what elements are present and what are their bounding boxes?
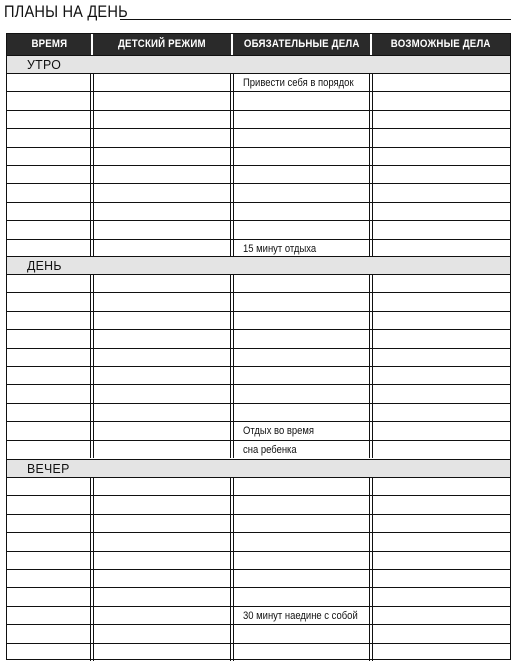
column-divider [369, 166, 373, 183]
column-divider [369, 92, 373, 109]
column-divider [369, 404, 373, 421]
column-header-child-schedule: ДЕТСКИЙ РЕЖИМ [118, 38, 206, 50]
column-divider [369, 240, 373, 257]
column-divider [90, 184, 94, 201]
required-task-entry: Отдых во время [243, 425, 315, 438]
table-row [7, 91, 510, 109]
column-divider [369, 515, 373, 532]
column-divider [230, 312, 234, 329]
column-divider [230, 625, 234, 642]
column-divider [90, 166, 94, 183]
column-divider [230, 385, 234, 402]
column-divider [90, 588, 94, 605]
column-divider [230, 570, 234, 587]
table-row [7, 311, 510, 329]
column-divider [230, 166, 234, 183]
column-divider [230, 367, 234, 384]
column-divider [230, 221, 234, 238]
table-row [7, 329, 510, 347]
column-divider [230, 111, 234, 128]
column-divider [90, 240, 94, 257]
column-divider [369, 533, 373, 550]
column-divider [90, 111, 94, 128]
column-divider [90, 349, 94, 366]
column-divider [90, 148, 94, 165]
table-row [7, 183, 510, 201]
table-row [7, 384, 510, 402]
column-divider [90, 422, 94, 439]
table-header [7, 34, 510, 55]
column-divider [369, 570, 373, 587]
table-row [7, 110, 510, 128]
column-divider [369, 184, 373, 201]
section-header [7, 459, 510, 477]
column-divider [230, 293, 234, 310]
column-divider [230, 240, 234, 257]
column-divider [90, 625, 94, 642]
column-divider [90, 533, 94, 550]
column-divider [230, 349, 234, 366]
column-divider [90, 385, 94, 402]
table-row [7, 348, 510, 366]
table-row [7, 202, 510, 220]
column-divider [230, 607, 234, 624]
column-divider [90, 293, 94, 310]
required-task-entry: 15 минут отдыха [243, 242, 317, 255]
column-divider [369, 607, 373, 624]
table-row [7, 147, 510, 165]
column-divider [369, 625, 373, 642]
day-plan-table [6, 33, 511, 660]
table-row [7, 587, 510, 605]
column-divider [369, 293, 373, 310]
column-divider [230, 588, 234, 605]
column-divider [369, 367, 373, 384]
table-row [7, 643, 510, 661]
table-row [7, 239, 510, 257]
column-divider [90, 129, 94, 146]
column-divider [369, 74, 373, 91]
column-divider [369, 422, 373, 439]
page-header [4, 2, 511, 22]
table-row [7, 532, 510, 550]
column-divider [369, 478, 373, 495]
column-divider [369, 588, 373, 605]
column-divider [90, 441, 94, 458]
column-divider [230, 515, 234, 532]
column-divider [369, 203, 373, 220]
column-divider [369, 644, 373, 661]
table-row [7, 366, 510, 384]
section-label: ВЕЧЕР [27, 461, 70, 476]
column-header-optional-tasks: ВОЗМОЖНЫЕ ДЕЛА [391, 38, 491, 50]
table-row [7, 606, 510, 624]
table-row [7, 421, 510, 439]
required-task-entry: 30 минут наедине с собой [243, 609, 358, 622]
column-divider [230, 441, 234, 458]
column-divider [90, 644, 94, 661]
table-row [7, 440, 510, 458]
title-underline [120, 19, 511, 20]
column-divider [230, 478, 234, 495]
section-label: УТРО [27, 57, 62, 72]
column-divider [90, 478, 94, 495]
column-divider [230, 74, 234, 91]
column-header-required-tasks: ОБЯЗАТЕЛЬНЫЕ ДЕЛА [243, 38, 360, 50]
table-row [7, 220, 510, 238]
column-divider [90, 570, 94, 587]
section-header [7, 256, 510, 274]
section-label: ДЕНЬ [27, 258, 62, 273]
column-divider [90, 312, 94, 329]
page-title: ПЛАНЫ НА ДЕНЬ [4, 2, 128, 21]
column-divider [369, 330, 373, 347]
column-divider [230, 92, 234, 109]
column-divider [90, 221, 94, 238]
column-divider [90, 607, 94, 624]
column-divider [369, 385, 373, 402]
column-divider [90, 496, 94, 513]
column-divider [230, 644, 234, 661]
column-header-time: ВРЕМЯ [31, 38, 67, 50]
column-divider [369, 496, 373, 513]
column-divider [90, 275, 94, 292]
column-divider [230, 422, 234, 439]
table-row [7, 477, 510, 495]
column-divider [230, 148, 234, 165]
table-row [7, 569, 510, 587]
column-divider [230, 533, 234, 550]
column-divider [369, 275, 373, 292]
column-divider [90, 367, 94, 384]
column-divider [369, 221, 373, 238]
column-divider [230, 275, 234, 292]
required-task-entry: сна ребенка [243, 443, 297, 456]
column-divider [230, 203, 234, 220]
column-divider [369, 129, 373, 146]
table-row [7, 274, 510, 292]
table-row [7, 551, 510, 569]
table-row [7, 292, 510, 310]
table-row [7, 403, 510, 421]
column-divider [90, 92, 94, 109]
required-task-entry: Привести себя в порядок [243, 77, 354, 89]
column-divider [369, 441, 373, 458]
table-row [7, 128, 510, 146]
table-row [7, 495, 510, 513]
table-row [7, 165, 510, 183]
column-divider [369, 312, 373, 329]
column-divider [230, 496, 234, 513]
column-divider [369, 148, 373, 165]
column-divider [230, 129, 234, 146]
column-divider [369, 111, 373, 128]
column-divider [230, 184, 234, 201]
column-divider [90, 404, 94, 421]
column-divider [369, 349, 373, 366]
column-divider [369, 552, 373, 569]
table-row [7, 624, 510, 642]
column-divider [230, 404, 234, 421]
column-divider [230, 552, 234, 569]
column-divider [90, 203, 94, 220]
column-divider [230, 330, 234, 347]
table-row [7, 73, 510, 91]
column-divider [90, 330, 94, 347]
section-header [7, 55, 510, 73]
column-divider [90, 515, 94, 532]
table-row [7, 514, 510, 532]
column-divider [90, 74, 94, 91]
column-divider [90, 552, 94, 569]
